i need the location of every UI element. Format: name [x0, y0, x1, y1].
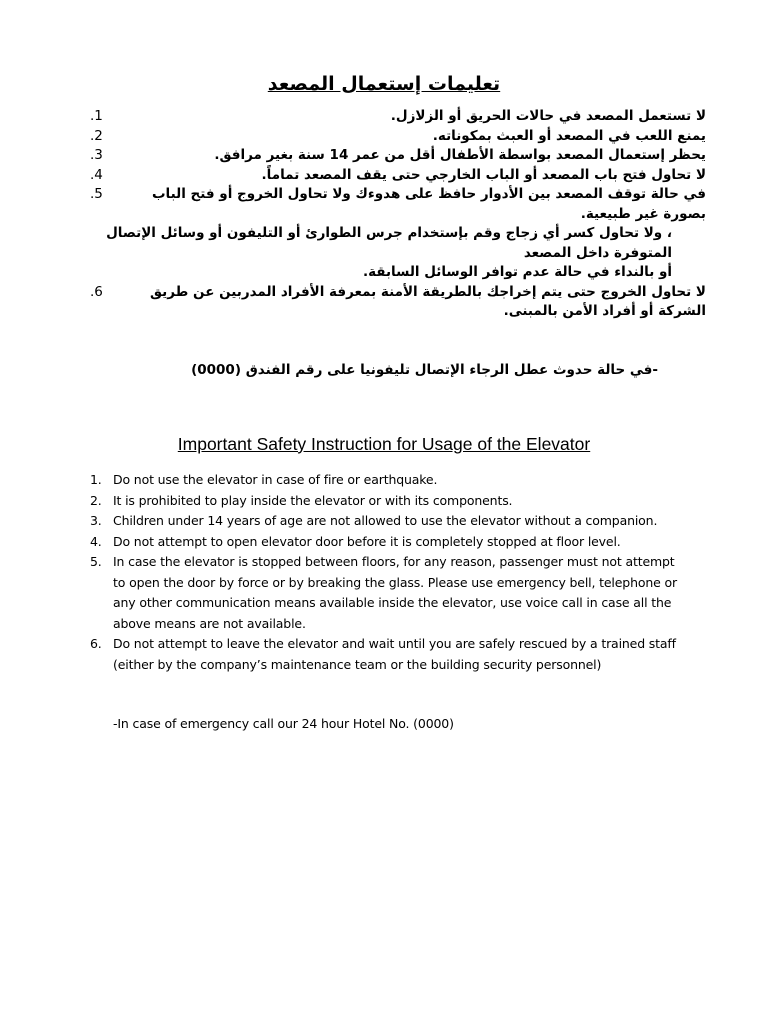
english-list-item: [90, 511, 690, 532]
english-item-text: Children under 14 years of age are not allowed to use the elevator without a companion.: [113, 513, 658, 528]
english-list-item: [90, 634, 690, 675]
english-item-text: Do not attempt to leave the elevator and wait until you are safely rescued by a trained staff (either by the company’s maintenance team or the building security personnel): [113, 636, 676, 672]
english-item-number: 3.: [90, 513, 102, 528]
arabic-item-text: يحظر إستعمال المصعد بواسطة الأطفال أقل من عمر 14 سنة بغير مرافق.: [214, 147, 706, 163]
english-item-text: It is prohibited to play inside the elevator or with its components.: [113, 492, 513, 508]
arabic-item-number: .3: [90, 147, 103, 163]
english-item-text: Do not use the elevator in case of fire or earthquake.: [113, 472, 438, 487]
english-list-item: [90, 491, 690, 512]
english-list-item: [90, 470, 690, 491]
english-item-number: 4.: [90, 533, 102, 549]
arabic-item-text: لا تستعمل المصعد في حالات الحريق أو الزلازل.: [390, 108, 706, 124]
english-instruction-list: [90, 470, 690, 675]
arabic-item-text: في حالة توقف المصعد بين الأدوار حافظ على هدوءك ولا تحاول الخروج أو فتح الباب بصورة غير طبيعية.: [151, 186, 706, 222]
english-title: Important Safety Instruction for Usage of the Elevator: [177, 434, 591, 454]
english-item-text: In case the elevator is stopped between floors, for any reason, passenger must not attempt to open the door by force or by breaking the glass. Please use emergency bell, telephone or any other communication means available inside the elevator, use voice call in case all the above means are not available.: [113, 554, 677, 631]
arabic-emergency-note: -في حالة حدوث عطل الرجاء الإتصال تليفونيا على رقم الفندق (0000): [191, 362, 658, 378]
arabic-item-number: .4: [90, 166, 103, 183]
arabic-list-item: [90, 127, 706, 147]
english-item-number: 2.: [90, 492, 102, 508]
arabic-list-item: [90, 107, 706, 127]
arabic-title: تعليمات إستعمال المصعد: [267, 73, 501, 95]
arabic-instruction-list: [90, 107, 706, 322]
english-list-item: [90, 552, 690, 634]
english-item-number: 1.: [90, 472, 102, 487]
english-emergency-note: -In case of emergency call our 24 hour Hotel No. (0000): [113, 716, 454, 731]
english-item-number: 6.: [90, 636, 102, 651]
english-item-number: 5.: [90, 554, 102, 569]
english-item-text: Do not attempt to open elevator door before it is completely stopped at floor level.: [113, 533, 621, 549]
arabic-item-text: يمنع اللعب في المصعد أو العبث بمكوناته.: [432, 127, 706, 144]
arabic-item-continuation: ، ولا تحاول كسر أي زجاج وقم بإستخدام جرس الطوارئ أو التليفون أو وسائل الإتصال المتوفرة داخل المصعد: [106, 225, 672, 261]
arabic-list-item: [90, 146, 706, 166]
arabic-list-item: [90, 166, 706, 186]
arabic-item-text: لا تحاول فتح باب المصعد أو الباب الخارجي حتى يقف المصعد تماماً.: [261, 166, 706, 183]
arabic-list-item: [90, 185, 706, 224]
arabic-item-continuation: أو بالنداء في حالة عدم توافر الوسائل السابقة.: [362, 264, 672, 280]
arabic-item-number: .2: [90, 127, 103, 144]
arabic-item-number: .5: [90, 186, 103, 202]
arabic-item-number: .6: [90, 283, 103, 300]
arabic-item-text: لا تحاول الخروج حتى يتم إخراجك بالطريقة الأمنة بمعرفة الأفراد المدربين عن طريق الشركة أو أفراد الأمن بالمبنى.: [150, 283, 706, 319]
arabic-item-number: .1: [90, 108, 103, 124]
arabic-list-item: [90, 283, 706, 322]
english-list-item: [90, 532, 690, 553]
